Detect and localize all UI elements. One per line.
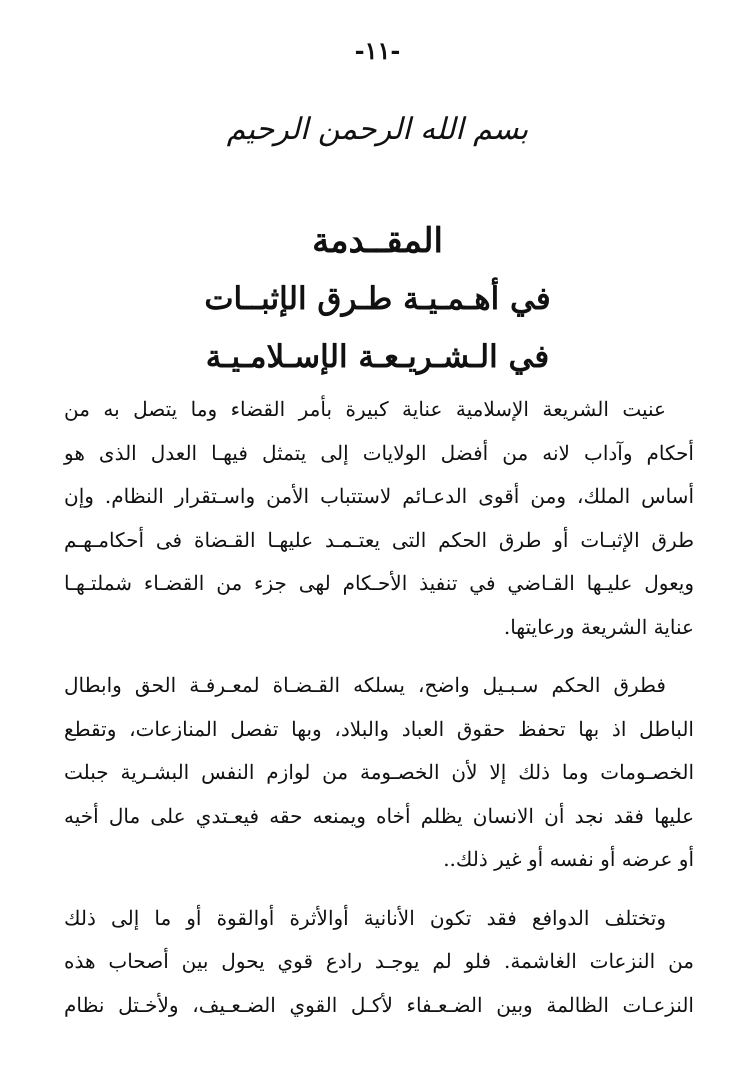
text-line: ويعول عليـها القـاضي في تنفيذ الأحـكام لهى جزء من القضـاء شملتـهـا [64,571,694,595]
chapter-title: المقــدمة [312,221,443,261]
text-line: أحكام وآداب لانه من أفضل الولايات إلى يتمثل فيهـا العدل الذى هو [64,440,694,465]
chapter-subtitle-line-2: في الـشـريـعـة الإسـلامـيـة [205,339,550,375]
page-number: -١١- [354,36,401,65]
text-line: النزعـات الظالمة وبين الضـعـفاء لأكـل القوي الضـعـيف، ولأخـتل نظام [64,992,694,1017]
text-line: الباطل اذ بها تحفظ حقوق العباد والبلاد، وبها تفصل المنازعات، وتقطع [64,716,694,741]
paragraph-2 [64,664,694,882]
text-line: وتختلف الدوافع فقد تكون الأنانية أوالأثرة أوالقوة أو ما إلى ذلك [64,905,666,930]
text-line: عليها فقد نجد أن الانسان يظلم أخاه ويمنعه حقه فيعـتدي على مال أخيه [64,803,694,828]
text-line: عنيت الشريعة الإسلامية عناية كبيرة بأمر القضاء وما يتصل به من [64,397,666,421]
chapter-subtitle-line-1: في أهـمـيـة طـرق الإثبــات [204,281,551,317]
text-line: من النزعات الغاشمة. فلو لم يوجـد رادع قوي يحول بين أصحاب هذه [64,949,694,973]
paragraph-1 [64,388,694,649]
basmala-calligraphy: بسم الله الرحمن الرحيم [226,112,529,147]
text-line: طرق الإثبـات أو طرق الحكم التى يعتـمـد عليهـا القـضاة فى أحكامـهـم [64,527,694,552]
body-text [64,388,694,1042]
paragraph-3 [64,897,694,1028]
text-line: أساس الملك، ومن أقوى الدعـائم لاستتباب الأمن واسـتقرار النظام. وإن [64,484,694,508]
text-line: أو عرضه أو نفسه أو غير ذلك.. [443,847,694,871]
text-line: عناية الشريعة ورعايتها. [503,614,694,639]
chapter-title-block [0,212,755,386]
text-line: الخصـومات وما ذلك إلا لأن الخصـومة من لوازم النفس البشـرية جبلت [64,760,694,784]
text-line: فطرق الحكم سـبـيل واضح، يسلكه القـضـاة لمعـرفـة الحق وابطال [64,673,666,697]
